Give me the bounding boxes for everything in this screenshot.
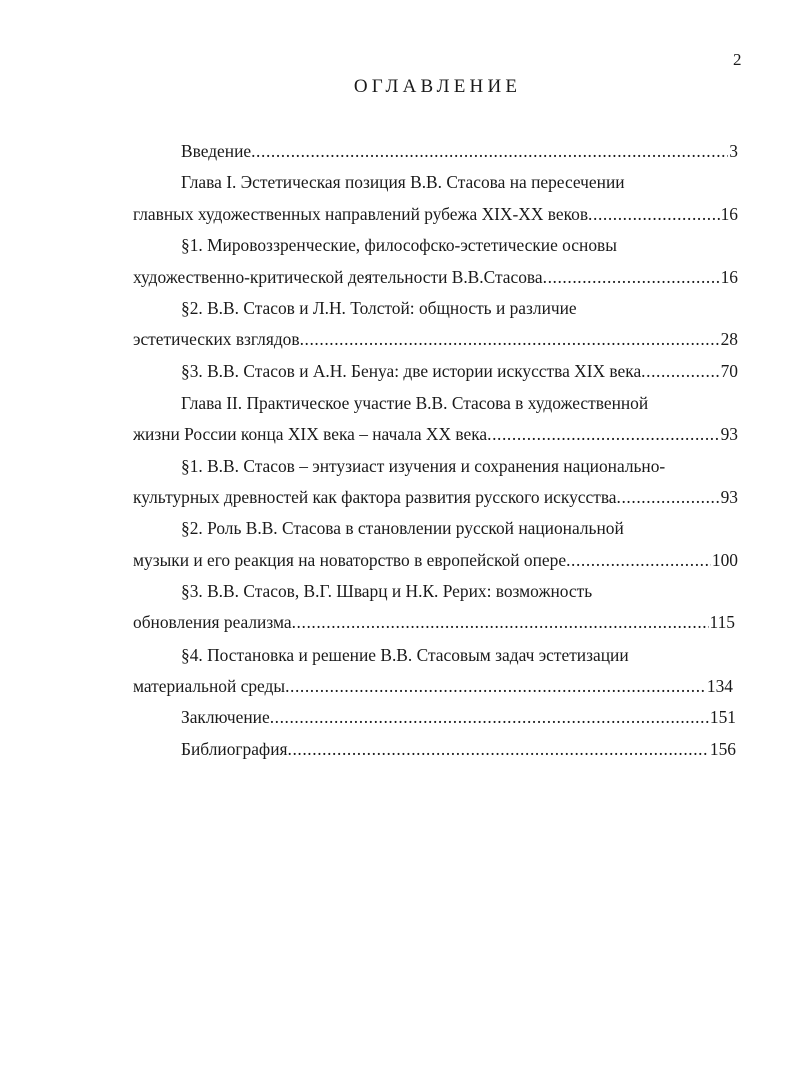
toc-ch2-section-2-line-1 (181, 518, 741, 540)
toc-leader-dots (292, 612, 709, 632)
toc-entry-title: Введение (181, 141, 252, 161)
toc-entry-title: §3. В.В. Стасов и А.Н. Бенуа: две истории искусства XIX века (181, 361, 642, 381)
toc-ch2-section-4-line-2 (133, 676, 733, 698)
toc-entry-title: Глава II. Практическое участие В.В. Стасова в художественной (181, 393, 649, 413)
toc-entry-title: эстетических взглядов (133, 329, 300, 349)
toc-leader-dots (285, 676, 706, 696)
toc-entry-title: §2. В.В. Стасов и Л.Н. Толстой: общность и различие (181, 298, 577, 318)
toc-entry-page: 151 (709, 707, 736, 727)
toc-entry-bibliography (181, 739, 736, 761)
toc-ch2-section-1-line-1 (181, 456, 741, 478)
toc-leader-dots (641, 361, 719, 381)
toc-ch1-section-2-line-1 (181, 298, 741, 320)
toc-entry-title: §3. В.В. Стасов, В.Г. Шварц и Н.К. Рерих: возможность (181, 581, 593, 601)
toc-entry-title: §4. Постановка и решение В.В. Стасовым задач эстетизации (181, 645, 629, 665)
toc-ch2-section-3-line-2 (133, 612, 735, 634)
toc-leader-dots (270, 707, 709, 727)
toc-chapter-1-line-1 (181, 172, 741, 194)
toc-entry-title: обновления реализма (133, 612, 292, 632)
toc-entry-title: жизни России конца XIX века – начала XX века (133, 424, 488, 444)
toc-leader-dots (487, 424, 719, 444)
toc-ch1-section-1-line-2 (133, 267, 738, 289)
toc-entry-title: §1. Мировоззренческие, философско-эстетические основы (181, 235, 617, 255)
toc-leader-dots (543, 267, 720, 287)
toc-heading: ОГЛАВЛЕНИЕ (353, 76, 522, 97)
toc-entry-title: материальной среды (133, 676, 286, 696)
toc-entry-title: культурных древностей как фактора развития русского искусства (133, 487, 617, 507)
toc-entry-page: 156 (709, 739, 736, 759)
toc-leader-dots (300, 329, 720, 349)
toc-entry-page: 134 (706, 676, 733, 696)
toc-chapter-2-line-2 (133, 424, 738, 446)
toc-entry-title: художественно-критической деятельности В.В.Стасова (133, 267, 543, 287)
toc-leader-dots (617, 487, 720, 507)
toc-ch1-section-3 (181, 361, 738, 383)
toc-entry-title: главных художественных направлений рубежа XIX-XX веков (133, 204, 589, 224)
toc-entry-title: §2. Роль В.В. Стасова в становлении русской национальной (181, 518, 624, 538)
toc-entry-page: 3 (729, 141, 738, 161)
toc-chapter-2-line-1 (181, 393, 741, 415)
toc-entry-page: 16 (720, 267, 738, 287)
page-number: 2 (733, 50, 742, 69)
toc-leader-dots (251, 141, 728, 161)
toc-entry-title: Библиография (181, 739, 288, 759)
toc-ch2-section-2-line-2 (133, 550, 738, 572)
toc-entry-title: §1. В.В. Стасов – энтузиаст изучения и сохранения национально- (181, 456, 666, 476)
toc-ch2-section-1-line-2 (133, 487, 738, 509)
toc-entry-title: музыки и его реакция на новаторство в европейской опере (133, 550, 567, 570)
toc-entry-page: 16 (720, 204, 738, 224)
toc-ch2-section-4-line-1 (181, 645, 741, 667)
toc-entry-page: 93 (720, 424, 738, 444)
toc-leader-dots (288, 739, 709, 759)
toc-entry-conclusion (181, 707, 736, 729)
toc-entry-page: 115 (709, 612, 735, 632)
toc-leader-dots (588, 204, 720, 224)
toc-entry-page: 100 (711, 550, 738, 570)
toc-ch1-section-1-line-1 (181, 235, 741, 257)
toc-entry-page: 70 (720, 361, 738, 381)
toc-ch1-section-2-line-2 (133, 329, 738, 351)
toc-entry-introduction (181, 141, 738, 163)
toc-ch2-section-3-line-1 (181, 581, 741, 603)
toc-entry-page: 28 (720, 329, 738, 349)
toc-entry-title: Заключение (181, 707, 270, 727)
toc-chapter-1-line-2 (133, 204, 738, 226)
toc-entry-page: 93 (720, 487, 738, 507)
toc-entry-title: Глава I. Эстетическая позиция В.В. Стасова на пересечении (181, 172, 625, 192)
toc-leader-dots (566, 550, 711, 570)
